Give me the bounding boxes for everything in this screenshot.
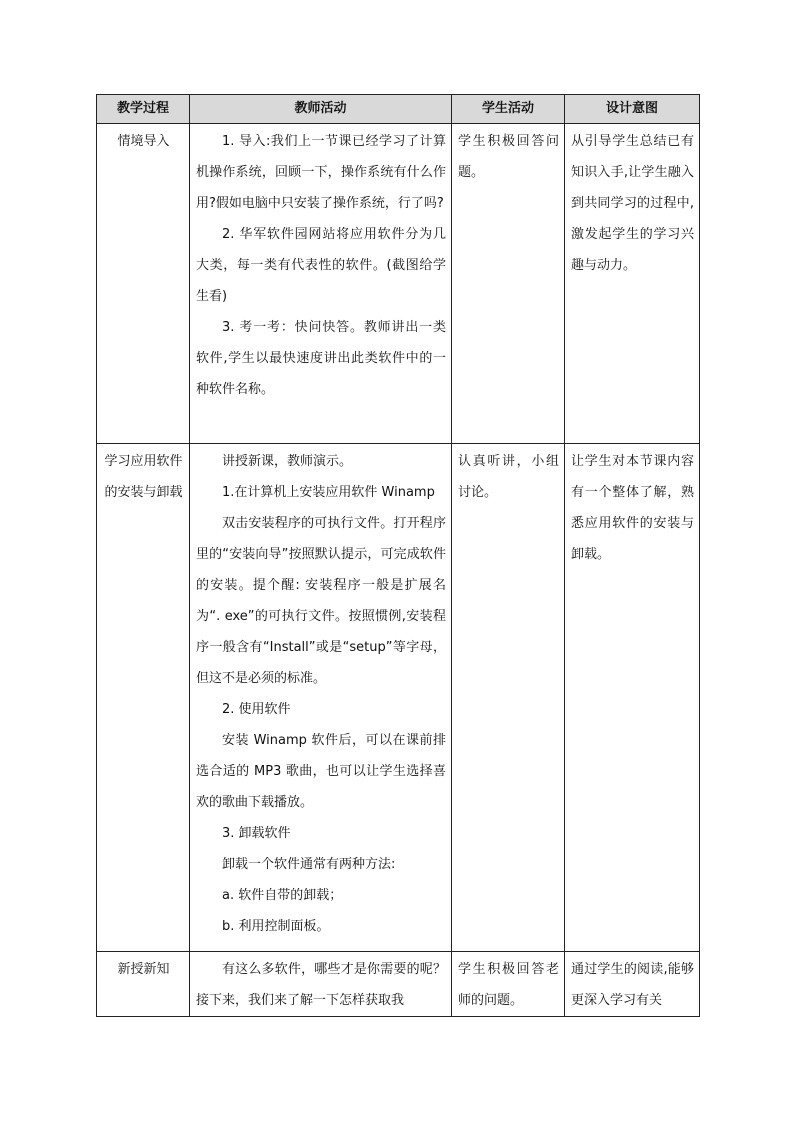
student-activity-cell (452, 124, 565, 444)
design-intent-cell (565, 444, 700, 952)
teacher-paragraph: 双击安装程序的可执行文件。打开程序里的“安装向导”按照默认提示，可完成软件的安装。提个醒: 安装程序一般是扩展名为“. exe”的可执行文件。按照惯例,安装程序一般含有“Install”或是“setup”等字母，但这不是必须的标准。 (196, 516, 446, 686)
teacher-paragraph: b. 利用控制面板。 (222, 919, 330, 934)
teacher-paragraph: 1.在计算机上安装应用软件 Winamp (222, 485, 435, 500)
header-stage: 教学过程 (97, 95, 190, 124)
student-activity-cell (452, 444, 565, 952)
table-row (97, 124, 700, 444)
student-activity-cell (452, 952, 565, 1017)
teacher-paragraph: 3. 卸载软件 (222, 826, 291, 841)
teacher-activity-cell (190, 952, 452, 1017)
teacher-paragraph: a. 软件自带的卸载； (222, 888, 343, 903)
header-teacher-activity: 教师活动 (190, 95, 452, 124)
teacher-activity-cell (190, 124, 452, 444)
student-activity-text: 认真听讲，小组讨论。 (458, 454, 559, 500)
teacher-paragraph: 2. 使用软件 (222, 702, 291, 717)
header-row (97, 95, 700, 124)
header-design-intent: 设计意图 (565, 95, 700, 124)
header-student-activity: 学生活动 (452, 95, 565, 124)
teacher-paragraph: 3. 考一考：快问快答。教师讲出一类软件,学生以最快速度讲出此类软件中的一种软件名称。 (196, 320, 446, 397)
design-intent-text: 让学生对本节课内容有一个整体了解，熟悉应用软件的安装与卸载。 (571, 454, 694, 562)
stage-cell: 情境导入 (97, 124, 190, 444)
stage-cell: 新授新知 (97, 952, 190, 1017)
student-activity-text: 学生积极回答老师的问题。 (458, 962, 559, 1008)
design-intent-cell (565, 952, 700, 1017)
design-intent-text: 从引导学生总结已有知识入手,让学生融入到共同学习的过程中,激发起学生的学习兴趣与动力。 (571, 134, 694, 273)
design-intent-text: 通过学生的阅读,能够更深入学习有关 (571, 962, 694, 1008)
table-row (97, 952, 700, 1017)
teacher-paragraph: 讲授新课，教师演示。 (222, 454, 353, 469)
lesson-plan-table (96, 94, 700, 1017)
teacher-paragraph: 2. 华军软件园网站将应用软件分为几大类，每一类有代表性的软件。(截图给学生看) (196, 227, 446, 304)
teacher-paragraph: 安装 Winamp 软件后，可以在课前排选合适的 MP3 歌曲，也可以让学生选择喜欢的歌曲下载播放。 (196, 733, 446, 810)
student-activity-text: 学生积极回答问题。 (458, 134, 559, 180)
teacher-activity-cell (190, 444, 452, 952)
teacher-paragraph: 有这么多软件，哪些才是你需要的呢？接下来，我们来了解一下怎样获取我 (196, 962, 446, 1008)
stage-cell: 学习应用软件的安装与卸载 (97, 444, 190, 952)
teacher-paragraph: 1. 导入:我们上一节课已经学习了计算机操作系统，回顾一下，操作系统有什么作用?假如电脑中只安装了操作系统，行了吗? (196, 134, 446, 211)
table-row (97, 444, 700, 952)
design-intent-cell (565, 124, 700, 444)
teacher-paragraph: 卸载一个软件通常有两种方法: (222, 857, 396, 872)
